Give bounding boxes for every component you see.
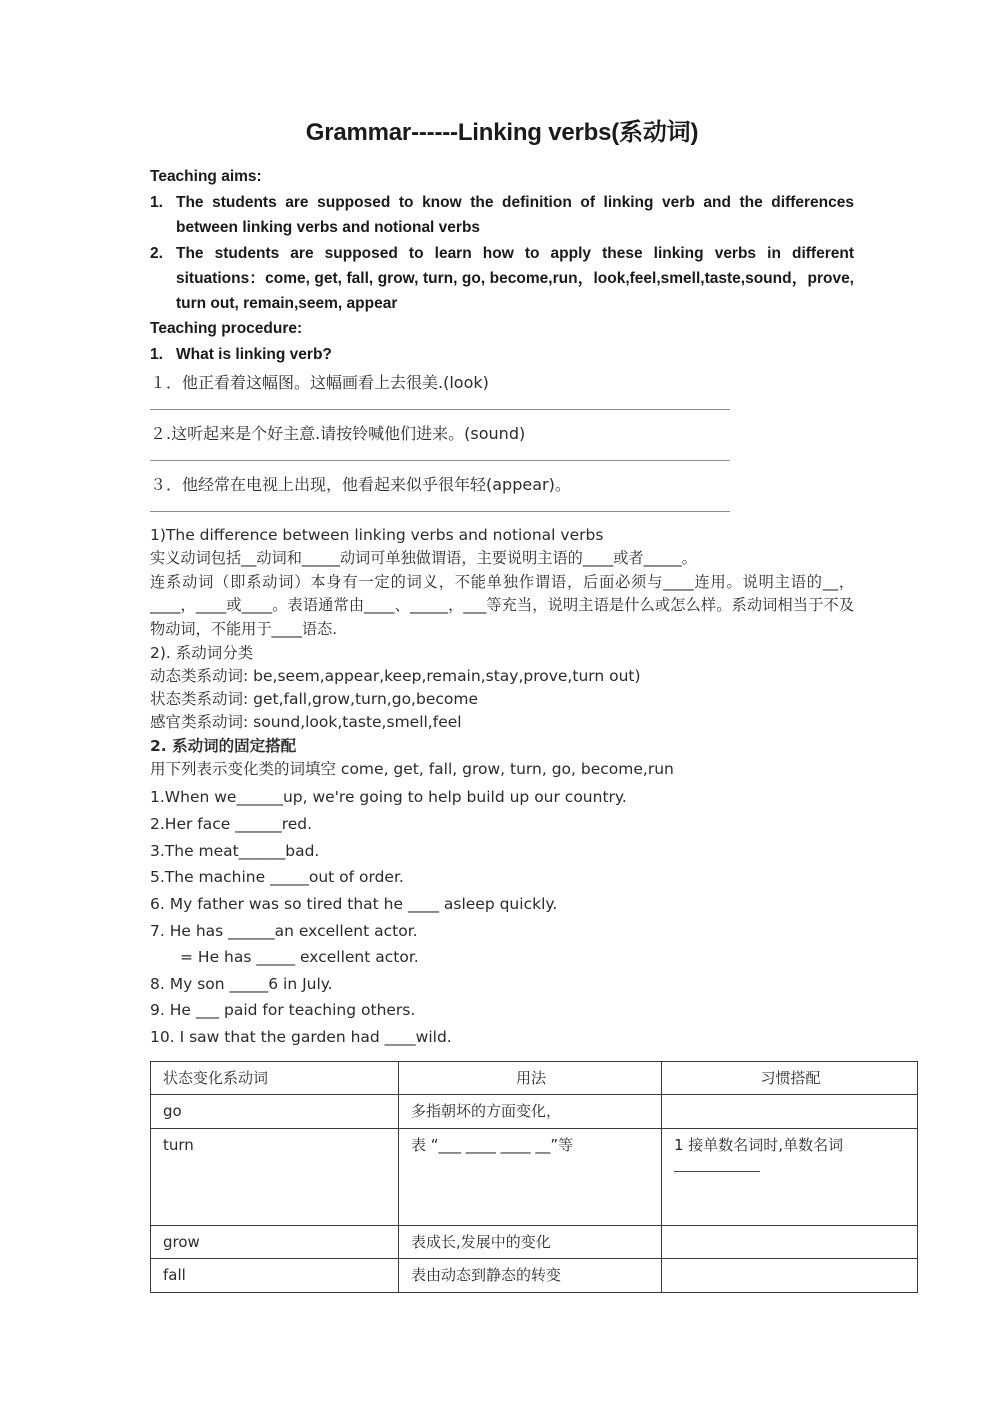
table-cell-collocation-fall <box>662 1259 918 1293</box>
collocation-turn-blank <box>674 1158 760 1172</box>
table-header-collocation: 习惯搭配 <box>662 1061 918 1095</box>
teaching-aim-2-marker: 2. <box>150 245 163 263</box>
table-header-row <box>151 1061 918 1095</box>
collocation-turn-text: 1 接单数名词时,单数名词 <box>674 1135 844 1154</box>
table-cell-collocation-go <box>662 1095 918 1129</box>
table-row <box>151 1259 918 1293</box>
table-cell-usage-turn: 表 “___ ____ ____ __”等 <box>399 1128 662 1225</box>
exercise-item-3: 3.The meat______bad. <box>150 841 320 860</box>
teaching-aim-2-text: The students are supposed to learn how to apply these linking verbs in different situations：come, get, fall, grow, turn, go, become,run，look,feel,smell,taste,sound，prove, turn out, remain,seem, appear <box>176 245 854 313</box>
example-sentence-2: ２.这听起来是个好主意.请按铃喊他们进来。(sound) <box>150 423 526 443</box>
table-header-usage: 用法 <box>399 1061 662 1095</box>
table-cell-verb-grow: grow <box>151 1225 399 1259</box>
exercise-item-9: 9. He ___ paid for teaching others. <box>150 1001 416 1020</box>
exercise-item-7-alt: = He has _____ excellent actor. <box>180 948 419 967</box>
answer-rule-1 <box>150 409 730 410</box>
answer-rule-3 <box>150 511 730 512</box>
teaching-aim-2 <box>150 241 854 316</box>
exercise-item-6: 6. My father was so tired that he ____ asleep quickly. <box>150 894 558 913</box>
exercise-item-7: 7. He has ______an excellent actor. <box>150 921 418 940</box>
teaching-aim-1-text: The students are supposed to know the definition of linking verb and the differences between linking verbs and notional verbs <box>176 194 854 237</box>
teaching-aims-heading: Teaching aims: <box>150 168 262 185</box>
section-1-marker: 1. <box>150 345 163 363</box>
table-cell-usage-go: 多指朝坏的方面变化， <box>399 1095 662 1129</box>
section-2-instruction: 用下列表示变化类的词填空 come, get, fall, grow, turn, go, become,run <box>150 759 674 778</box>
table-cell-usage-grow: 表成长,发展中的变化 <box>399 1225 662 1259</box>
table-header-verb: 状态变化系动词 <box>151 1061 399 1095</box>
example-sentence-3: ３．他经常在电视上出现，他看起来似乎很年轻(appear)。 <box>150 474 571 494</box>
exercise-item-2: 2.Her face ______red. <box>150 814 313 833</box>
page-title: Grammar------Linking verbs(系动词) <box>305 119 699 146</box>
exercise-item-5: 5.The machine _____out of order. <box>150 868 404 887</box>
example-sentence-1: １．他正看着这幅图。这幅画看上去很美.(look) <box>150 372 489 392</box>
classification-row-dynamic: 动态类系动词: be,seem,appear,keep,remain,stay,prove,turn out) <box>150 666 641 685</box>
exercise-item-1: 1.When we______up, we're going to help build up our country. <box>150 788 627 807</box>
difference-paragraph-1: 实义动词包括__动词和_____动词可单独做谓语，主要说明主语的____或者_____。 <box>150 548 697 567</box>
state-change-verbs-table <box>150 1061 918 1293</box>
classification-row-sense: 感官类系动词: sound,look,taste,smell,feel <box>150 713 462 732</box>
exercise-item-8: 8. My son _____6 in July. <box>150 974 333 993</box>
difference-paragraph-2: 连系动词（即系动词）本身有一定的词义，不能单独作谓语，后面必须与____连用。说明主语的__，____，____或____。表语通常由____、_____，___等充当，说明主语是什么或怎么样。系动词相当于不及物动词，不能用于____语态. <box>150 572 854 639</box>
table-cell-verb-go: go <box>151 1095 399 1129</box>
table-row <box>151 1095 918 1129</box>
classification-heading: 2). 系动词分类 <box>150 643 254 662</box>
table-cell-verb-fall: fall <box>151 1259 399 1293</box>
table-cell-usage-fall: 表由动态到静态的转变 <box>399 1259 662 1293</box>
table-row <box>151 1225 918 1259</box>
teaching-aim-1 <box>150 190 854 240</box>
table-cell-collocation-turn <box>662 1128 918 1225</box>
teaching-procedure-heading: Teaching procedure: <box>150 319 303 337</box>
answer-rule-2 <box>150 460 730 461</box>
section-1-heading <box>150 342 854 367</box>
table-cell-verb-turn: turn <box>151 1128 399 1225</box>
exercise-item-10: 10. I saw that the garden had ____wild. <box>150 1028 452 1047</box>
table-row <box>151 1128 918 1225</box>
difference-heading: 1)The difference between linking verbs and notional verbs <box>150 525 604 544</box>
document-content <box>150 118 854 1293</box>
classification-row-state: 状态类系动词: get,fall,grow,turn,go,become <box>150 690 478 709</box>
table-cell-collocation-grow <box>662 1225 918 1259</box>
teaching-aim-1-marker: 1. <box>150 194 163 211</box>
section-2-heading: 2. 系动词的固定搭配 <box>150 736 297 755</box>
section-1-title: What is linking verb? <box>176 345 332 363</box>
